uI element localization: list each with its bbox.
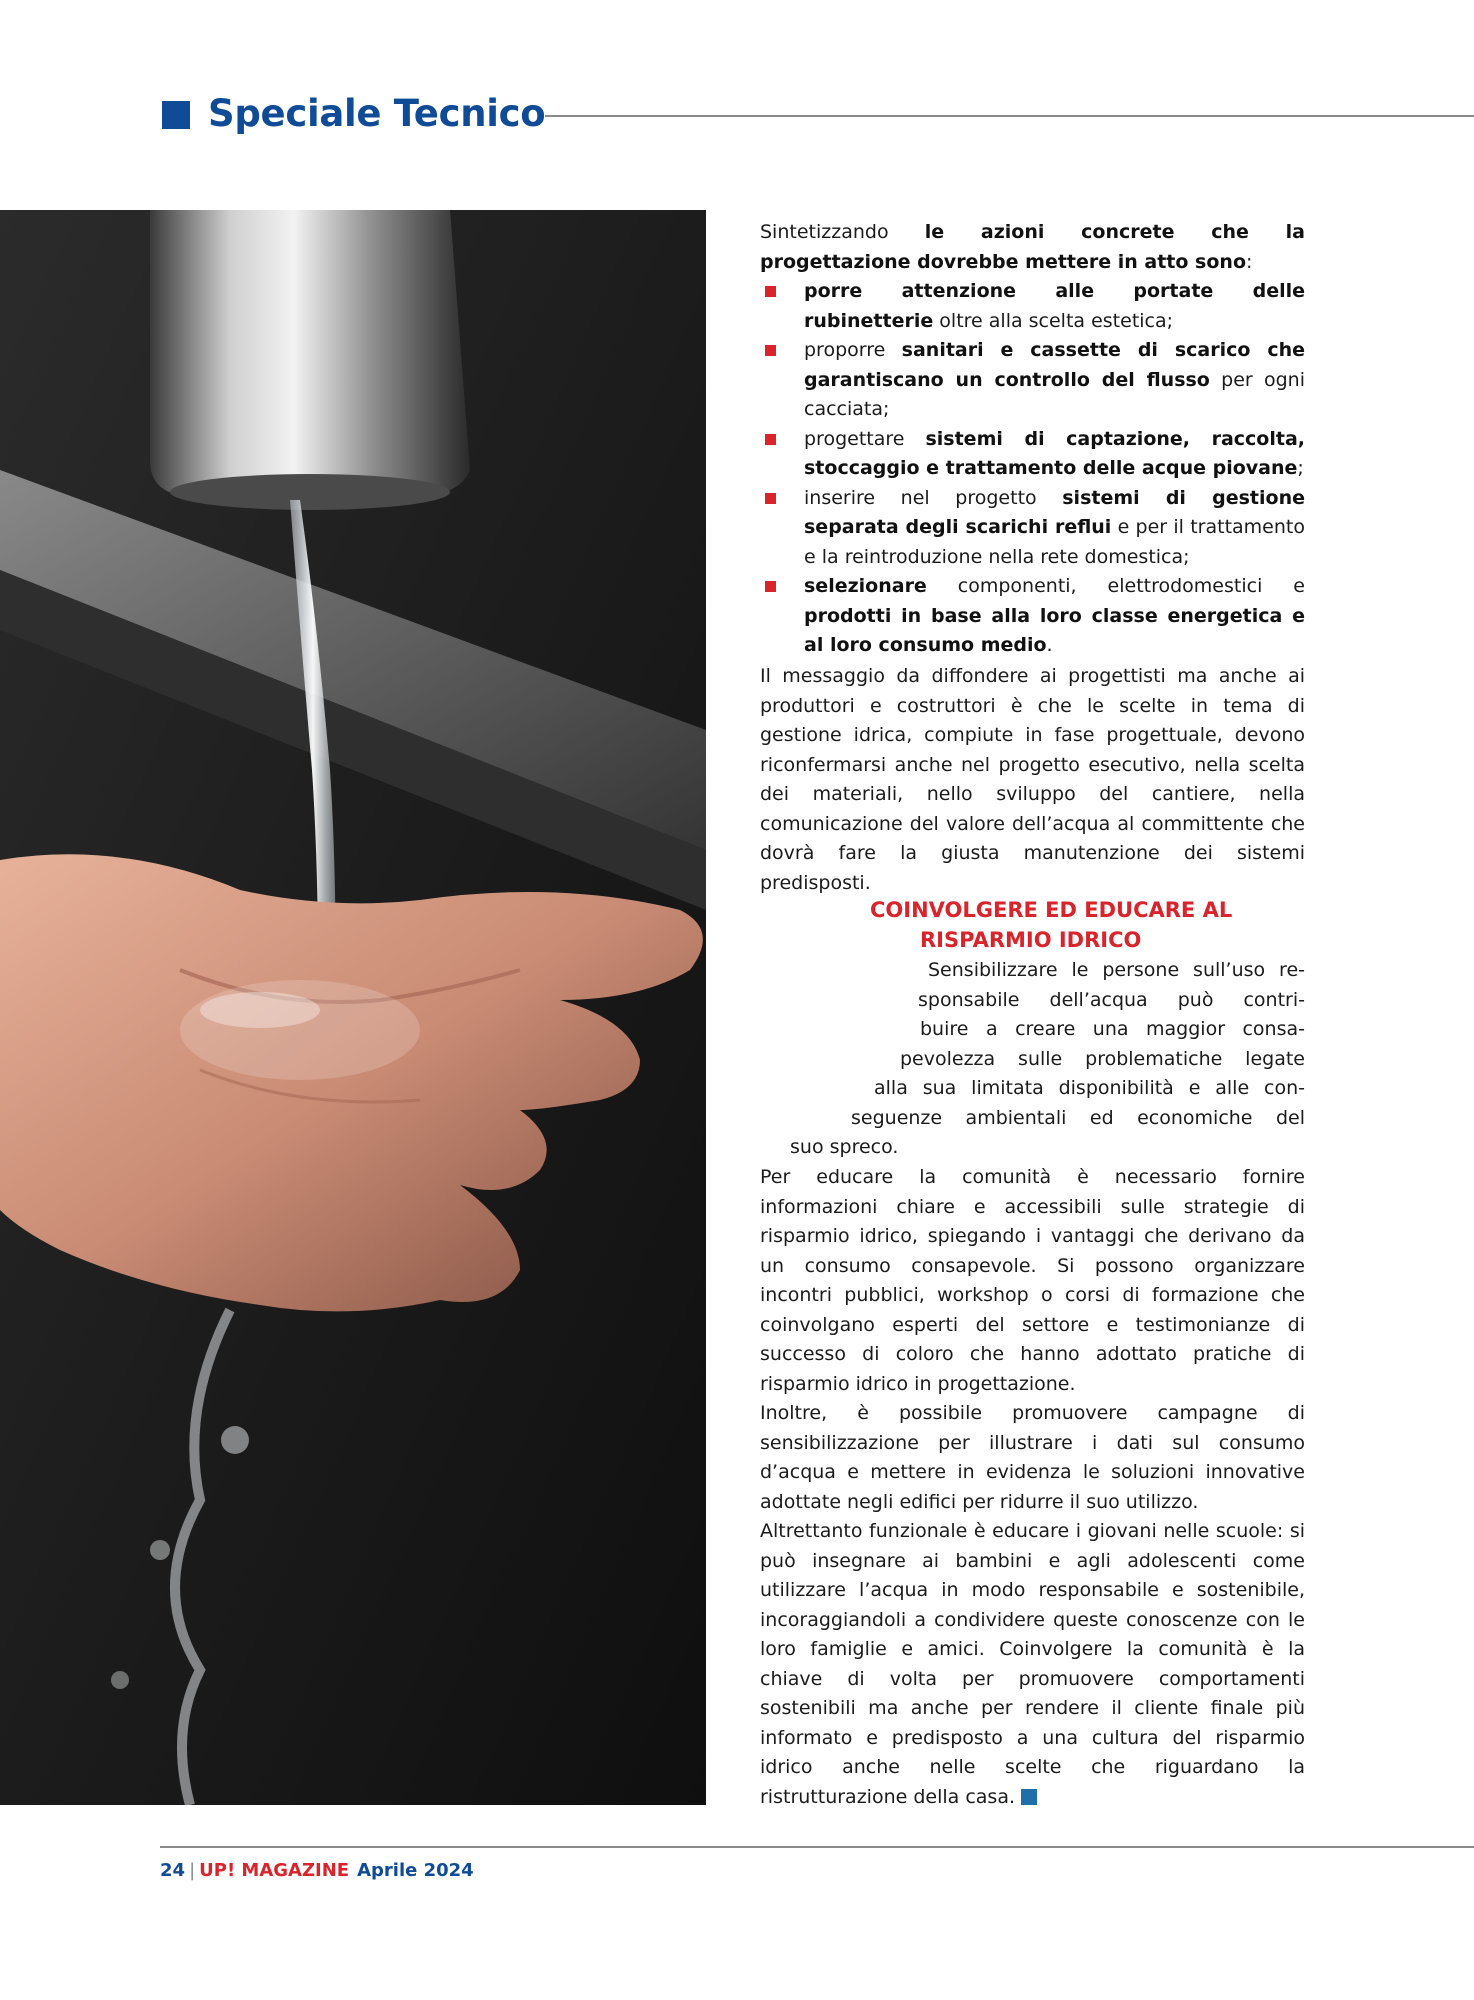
page-number: 24 [160, 1860, 186, 1881]
wrap-line: alla sua limitata disponibilità e alle con- [874, 1077, 1305, 1099]
body-paragraph: Inoltre, è possibile promuovere campagne di sensibilizzazione per illustrare i dati sul consumo d’acqua e mettere in evidenza le soluzioni innovative adottate negli edifici per ridurre il suo utilizzo. [760, 1402, 1305, 1513]
header-divider [545, 115, 1474, 117]
actions-list [760, 277, 1305, 661]
wrap-line: buire a creare una maggior consa- [920, 1018, 1305, 1040]
article-photo [0, 210, 706, 1805]
intro-paragraph: Sintetizzando le azioni concrete che la progettazione dovrebbe mettere in atto sono: [760, 221, 1305, 273]
wrap-line: seguenze ambientali ed economiche del [851, 1106, 1305, 1129]
body-paragraph: Per educare la comunità è necessario fornire informazioni chiare e accessibili sulle strategie di risparmio idrico, spiegando i vantaggi che derivano da un consumo consapevole. Si possono organizzare incontri pubblici, workshop o corsi di formazione che coinvolgano esperti del settore e testimonianze di successo di coloro che hanno adottato pratiche di risparmio idrico in progettazione. [760, 1166, 1305, 1395]
wrap-line: pevolezza sulle problematiche legate [900, 1047, 1305, 1070]
subsection-heading [870, 895, 1290, 955]
wrap-line: sponsabile dell’acqua può contri- [918, 988, 1305, 1011]
list-item: proporre sanitari e cassette di scarico che garantiscano un controllo del flusso per ogni cacciata; [760, 336, 1305, 425]
intro-block [760, 218, 1305, 661]
wrap-line: Sensibilizzare le persone sull’uso re- [928, 959, 1305, 981]
section-title: Speciale Tecnico [208, 92, 546, 135]
list-item: inserire nel progetto sistemi di gestione separata degli scarichi reflui e per il trattamento e la reintroduzione nella rete domestica; [760, 484, 1305, 573]
footer-divider [160, 1846, 1474, 1848]
section-marker-square [162, 101, 190, 129]
footer-separator: | [189, 1860, 196, 1881]
wrap-line: suo spreco. [790, 1136, 899, 1158]
magazine-name: UP! MAGAZINE [199, 1860, 350, 1881]
subsection-heading-line2: RISPARMIO IDRICO [920, 928, 1142, 952]
list-item: porre attenzione alle portate delle rubinetterie oltre alla scelta estetica; [760, 277, 1305, 336]
message-block [760, 662, 1305, 898]
list-item: selezionare componenti, elettrodomestici e prodotti in base alla loro classe energetica e al loro consumo medio. [760, 572, 1305, 661]
issue-date: Aprile 2024 [357, 1860, 474, 1881]
footer [160, 1860, 474, 1881]
list-item: progettare sistemi di captazione, raccolta, stoccaggio e trattamento delle acque piovane; [760, 425, 1305, 484]
education-block [760, 1163, 1305, 1812]
body-paragraph: Altrettanto funzionale è educare i giovani nelle scuole: si può insegnare ai bambini e agli adolescenti come utilizzare l’acqua in modo responsabile e sostenibile, incoraggiandoli a condividere queste conoscenze con le loro famiglie e amici. Coinvolgere la comunità è la chiave di volta per promuovere comportamenti sostenibili ma anche per rendere il cliente finale più informato e predisposto a una cultura del risparmio idrico anche nelle scelte che riguardano la ristrutturazione della casa. [760, 1520, 1305, 1808]
end-of-article-square [1021, 1789, 1037, 1805]
message-paragraph: Il messaggio da diffondere ai progettisti ma anche ai produttori e costruttori è che le scelte in tema di gestione idrica, compiute in fase progettuale, devono riconfermarsi anche nel progetto esecutivo, nella scelta dei materiali, nello sviluppo del cantiere, nella comunicazione del valore dell’acqua al committente che dovrà fare la giusta manutenzione dei sistemi predisposti. [760, 665, 1305, 894]
subsection-heading-line1: COINVOLGERE ED EDUCARE AL [870, 898, 1233, 922]
